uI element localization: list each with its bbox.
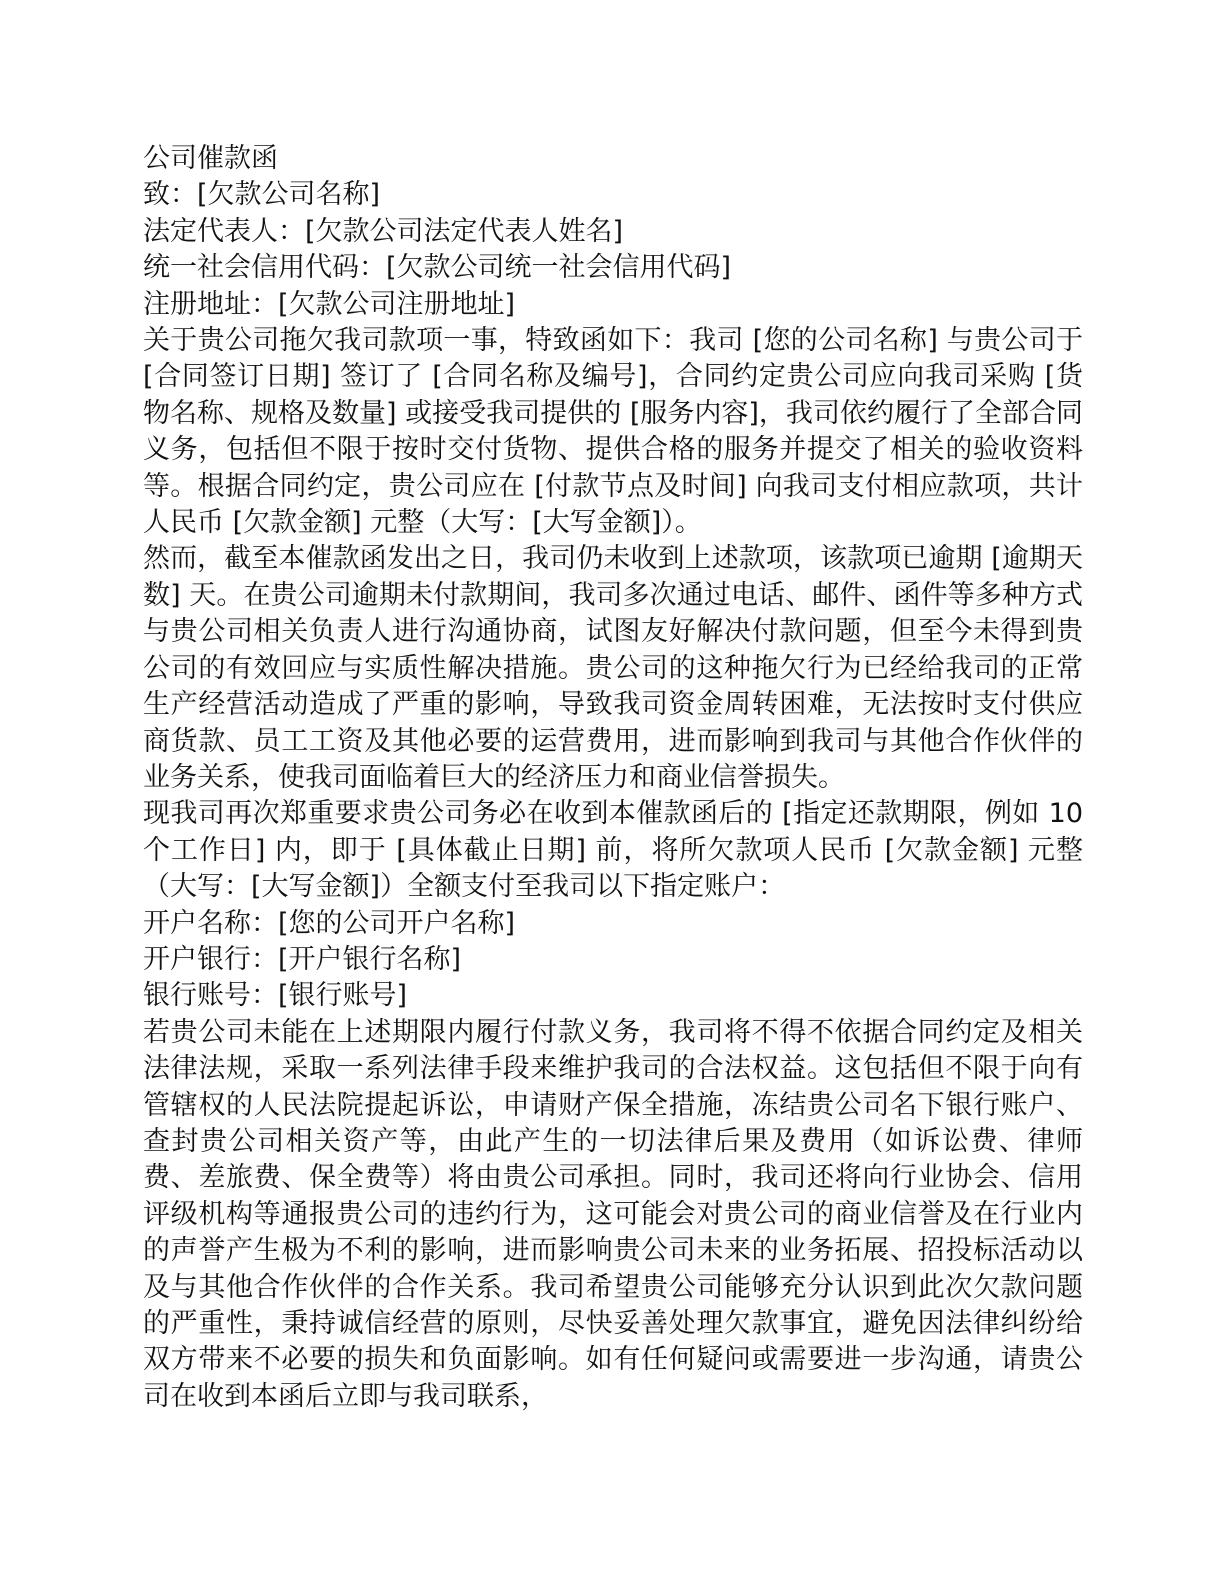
account-name-line: 开户名称：[您的公司开户名称] xyxy=(143,907,516,939)
legal-action-paragraph: 若贵公司未能在上述期限内履行付款义务，我司将不得不依据合同约定及相关法律法规，采取一系列法律手段来维护我司的合法权益。这包括但不限于向有管辖权的人民法院提起诉讼，申请财产保全措施，冻结贵公司名下银行账户、查封贵公司相关资产等，由此产生的一切法律后果及费用（如诉讼费、律师费、差旅费、保全费等）将由贵公司承担。同时，我司还将向行业协会、信用评级机构等通报贵公司的违约行为，这可能会对贵公司的商业信誉及在行业内的声誉产生极为不利的影响，进而影响贵公司未来的业务拓展、招投标活动以及与其他合作伙伴的合作关系。我司希望贵公司能够充分认识到此次欠款问题的严重性，秉持诚信经营的原则，尽快妥善处理欠款事宜，避免因法律纠纷给双方带来不必要的损失和负面影响。如有任何疑问或需要进一步沟通，请贵公司在收到本函后立即与我司联系， xyxy=(143,1016,1083,1412)
bank-name-line: 开户银行：[开户银行名称] xyxy=(143,943,462,975)
letter-title: 公司催款函 xyxy=(143,143,278,174)
letter-page xyxy=(143,141,1083,1415)
registered-address-line: 注册地址：[欠款公司注册地址] xyxy=(143,288,516,320)
credit-code-line: 统一社会信用代码：[欠款公司统一社会信用代码] xyxy=(143,252,732,284)
payment-demand-paragraph: 现我司再次郑重要求贵公司务必在收到本催款函后的 [指定还款期限，例如 10 个工作日] 内，即于 [具体截止日期] 前，将所欠款项人民币 [欠款金额] 元整（大写：[大写金额]）全额支付至我司以下指定账户： xyxy=(143,798,1083,903)
account-number-line: 银行账号：[银行账号] xyxy=(143,980,408,1012)
overdue-paragraph: 然而，截至本催款函发出之日，我司仍未收到上述款项，该款项已逾期 [逾期天数] 天。在贵公司逾期未付款期间，我司多次通过电话、邮件、函件等多种方式与贵公司相关负责人进行沟通协商，试图友好解决付款问题，但至今未得到贵公司的有效回应与实质性解决措施。贵公司的这种拖欠行为已经给我司的正常生产经营活动造成了严重的影响，导致我司资金周转困难，无法按时支付供应商货款、员工工资及其他必要的运营费用，进而影响到我司与其他合作伙伴的业务关系，使我司面临着巨大的经济压力和商业信誉损失。 xyxy=(143,543,1083,793)
contract-paragraph: 关于贵公司拖欠我司款项一事，特致函如下：我司 [您的公司名称] 与贵公司于 [合同签订日期] 签订了 [合同名称及编号]，合同约定贵公司应向我司采购 [货物名称、规格及数量] 或接受我司提供的 [服务内容]，我司依约履行了全部合同义务，包括但不限于按时交付货物、提供合格的服务并提交了相关的验收资料等。根据合同约定，贵公司应在 [付款节点及时间] 向我司支付相应款项，共计人民币 [欠款金额] 元整（大写：[大写金额]）。 xyxy=(143,325,1083,539)
legal-representative-line: 法定代表人：[欠款公司法定代表人姓名] xyxy=(143,215,624,247)
recipient-line: 致：[欠款公司名称] xyxy=(143,179,381,211)
